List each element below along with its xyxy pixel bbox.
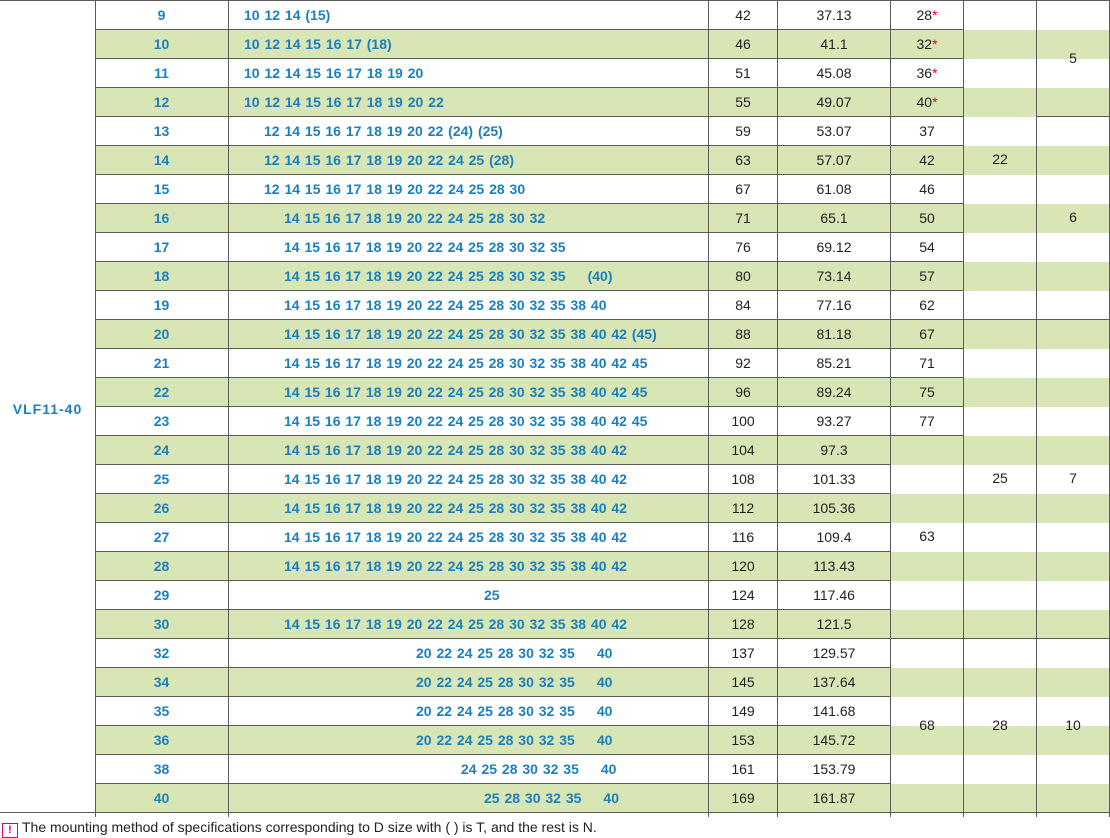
value-b-cell: 161.87 bbox=[812, 790, 856, 806]
value-a-cell: 42 bbox=[735, 7, 751, 23]
spec-text: 14 15 16 17 18 19 20 22 24 25 28 30 32 bbox=[284, 210, 546, 226]
size-cell: 27 bbox=[153, 529, 170, 545]
merged-col5-cell: 7 bbox=[1069, 470, 1077, 486]
table-border bbox=[0, 0, 95, 1]
size-cell: 25 bbox=[153, 471, 170, 487]
spec-text: ) bbox=[325, 7, 331, 23]
spec-cell bbox=[461, 755, 616, 784]
value-b-cell: 109.4 bbox=[816, 529, 852, 545]
value-b-cell: 129.57 bbox=[812, 645, 856, 661]
spec-text: (40) bbox=[587, 268, 613, 284]
group-divider bbox=[963, 812, 1036, 813]
value-b-cell: 137.64 bbox=[812, 674, 856, 690]
value-b-cell: 37.13 bbox=[816, 7, 852, 23]
value-a-cell: 63 bbox=[735, 152, 751, 168]
spec-cell bbox=[244, 59, 423, 88]
value-b-cell: 153.79 bbox=[812, 761, 856, 777]
model-label: VLF11-40 bbox=[12, 401, 83, 417]
spec-cell bbox=[284, 320, 657, 349]
value-c-text: 71 bbox=[919, 355, 935, 371]
value-a-cell: 149 bbox=[731, 703, 755, 719]
spec-text: 24 25 28 30 32 35 bbox=[461, 761, 579, 777]
value-b-cell: 93.27 bbox=[816, 413, 852, 429]
value-a-cell: 128 bbox=[731, 616, 755, 632]
size-cell: 10 bbox=[153, 36, 170, 52]
size-cell: 14 bbox=[153, 152, 170, 168]
size-cell: 21 bbox=[153, 355, 170, 371]
size-cell: 28 bbox=[153, 558, 170, 574]
spec-text: 20 22 24 25 28 30 32 35 bbox=[416, 703, 575, 719]
value-b-cell: 121.5 bbox=[816, 616, 852, 632]
value-a-cell: 153 bbox=[731, 732, 755, 748]
value-a-cell: 116 bbox=[731, 529, 755, 545]
value-c-cell bbox=[891, 320, 963, 349]
value-a-cell: 71 bbox=[735, 210, 751, 226]
column-divider bbox=[228, 0, 229, 817]
value-a-cell: 145 bbox=[731, 674, 755, 690]
value-a-cell: 112 bbox=[731, 500, 755, 516]
value-c-text: 46 bbox=[919, 181, 935, 197]
value-c-cell bbox=[891, 407, 963, 436]
merged-col5-cell: 10 bbox=[1065, 717, 1081, 733]
spec-text: 40 bbox=[596, 645, 613, 661]
spec-cell bbox=[284, 291, 607, 320]
size-cell: 15 bbox=[153, 181, 170, 197]
size-cell: 13 bbox=[153, 123, 170, 139]
merged-col3-cell: 68 bbox=[919, 717, 935, 733]
asterisk-mark: * bbox=[932, 65, 938, 81]
value-c-text: 57 bbox=[919, 268, 935, 284]
value-b-cell: 101.33 bbox=[812, 471, 856, 487]
spec-text: 14 15 16 17 18 19 20 22 24 25 28 30 32 35 38 40 42 bbox=[284, 529, 627, 545]
spec-text: 40 bbox=[603, 790, 619, 806]
spec-cell bbox=[284, 465, 627, 494]
value-a-cell: 96 bbox=[735, 384, 751, 400]
value-c-cell bbox=[891, 88, 963, 117]
size-cell: 23 bbox=[153, 413, 170, 429]
spec-text: 14 15 16 17 18 19 20 22 24 25 28 30 32 35 38 40 42 45 bbox=[284, 413, 648, 429]
value-c-text: 67 bbox=[919, 326, 935, 342]
value-b-cell: 69.12 bbox=[816, 239, 852, 255]
value-a-cell: 124 bbox=[731, 587, 755, 603]
size-cell: 34 bbox=[153, 674, 170, 690]
value-c-cell bbox=[891, 204, 963, 233]
spec-cell bbox=[264, 146, 514, 175]
value-a-cell: 46 bbox=[735, 36, 751, 52]
value-c-text: 42 bbox=[919, 152, 935, 168]
value-c-text: 50 bbox=[919, 210, 935, 226]
spec-cell bbox=[284, 610, 627, 639]
spec-text: 14 15 16 17 18 19 20 22 24 25 28 30 32 35 38 40 42 bbox=[284, 500, 627, 516]
group-divider bbox=[1036, 812, 1109, 813]
value-b-cell: 105.36 bbox=[812, 500, 856, 516]
table-border bbox=[0, 812, 95, 813]
spec-cell bbox=[284, 523, 627, 552]
value-c-text: 28 bbox=[916, 7, 933, 23]
value-a-cell: 169 bbox=[731, 790, 755, 806]
value-c-cell bbox=[891, 59, 963, 88]
value-b-cell: 85.21 bbox=[816, 355, 852, 371]
value-a-cell: 137 bbox=[731, 645, 755, 661]
value-c-cell bbox=[891, 146, 963, 175]
size-cell: 26 bbox=[153, 500, 170, 516]
spec-text: 14 15 16 17 18 19 20 22 24 25 28 30 32 35 38 40 42 bbox=[284, 471, 627, 487]
spec-cell bbox=[264, 117, 503, 146]
spec-text: 20 22 24 25 28 30 32 35 bbox=[416, 674, 575, 690]
value-c-text: 40 bbox=[916, 94, 933, 110]
spec-text: 12 14 15 16 17 18 19 20 22 (24) (25) bbox=[264, 123, 503, 139]
asterisk-mark: * bbox=[932, 36, 938, 52]
footnote bbox=[0, 818, 597, 837]
size-cell: 19 bbox=[153, 297, 170, 313]
spec-text: 14 15 16 17 18 19 20 22 24 25 28 30 32 35 bbox=[284, 239, 566, 255]
value-b-cell: 49.07 bbox=[816, 94, 852, 110]
spec-text: 20 22 24 25 28 30 32 35 bbox=[416, 645, 575, 661]
value-b-cell: 97.3 bbox=[820, 442, 848, 458]
spec-cell bbox=[284, 349, 647, 378]
exclamation-icon: ! bbox=[2, 823, 18, 838]
asterisk-mark: * bbox=[932, 7, 938, 23]
value-c-text: 32 bbox=[916, 36, 933, 52]
value-c-text: 54 bbox=[919, 239, 935, 255]
merged-col4-cell: 28 bbox=[992, 717, 1008, 733]
size-cell: 22 bbox=[153, 384, 170, 400]
value-a-cell: 108 bbox=[731, 471, 755, 487]
value-b-cell: 145.72 bbox=[812, 732, 856, 748]
merged-col4-cell: 22 bbox=[992, 151, 1008, 167]
value-a-cell: 88 bbox=[735, 326, 751, 342]
spec-text: 25 bbox=[484, 587, 500, 603]
value-b-cell: 77.16 bbox=[816, 297, 852, 313]
spec-text: 10 12 14 15 16 17 18 19 20 22 bbox=[244, 94, 444, 110]
asterisk-mark: * bbox=[932, 94, 938, 110]
spec-text: 10 12 14 15 16 17 18 19 20 bbox=[244, 65, 424, 81]
value-c-text: 36 bbox=[916, 65, 933, 81]
spec-cell bbox=[244, 30, 392, 59]
spec-cell bbox=[416, 668, 612, 697]
spec-cell bbox=[484, 581, 500, 610]
value-a-cell: 51 bbox=[735, 65, 751, 81]
value-a-cell: 76 bbox=[735, 239, 751, 255]
size-cell: 32 bbox=[153, 645, 170, 661]
spec-text: 40 bbox=[600, 761, 617, 777]
spec-cell bbox=[284, 407, 647, 436]
size-cell: 38 bbox=[153, 761, 170, 777]
value-c-cell bbox=[891, 1, 963, 30]
spec-text: 14 15 16 17 18 19 20 22 24 25 28 30 32 35 bbox=[284, 268, 566, 284]
spec-text: 10 12 14 15 16 17 (18) bbox=[244, 36, 392, 52]
spec-text: 14 15 16 17 18 19 20 22 24 25 28 30 32 35 38 40 42 bbox=[284, 558, 627, 574]
value-b-cell: 73.14 bbox=[816, 268, 852, 284]
spec-cell bbox=[244, 1, 330, 30]
spec-cell bbox=[284, 204, 545, 233]
spec-cell bbox=[284, 494, 627, 523]
value-a-cell: 92 bbox=[735, 355, 751, 371]
size-cell: 24 bbox=[153, 442, 170, 458]
spec-text: 12 14 15 16 17 18 19 20 22 24 25 28 30 bbox=[264, 181, 526, 197]
footnote-text: The mounting method of specifications corresponding to D size with ( ) is T, and the rest is N. bbox=[22, 819, 597, 835]
size-cell: 18 bbox=[153, 268, 170, 284]
value-c-cell bbox=[891, 378, 963, 407]
spec-cell bbox=[284, 262, 612, 291]
value-c-text: 77 bbox=[919, 413, 935, 429]
value-c-cell bbox=[891, 117, 963, 146]
value-b-cell: 61.08 bbox=[816, 181, 852, 197]
value-a-cell: 80 bbox=[735, 268, 751, 284]
spec-text: 25 28 30 32 35 bbox=[484, 790, 582, 806]
value-a-cell: 104 bbox=[731, 442, 755, 458]
value-c-text: 75 bbox=[919, 384, 935, 400]
value-a-cell: 120 bbox=[731, 558, 755, 574]
spec-text: 14 15 16 17 18 19 20 22 24 25 28 30 32 35 38 40 42 45 bbox=[284, 384, 648, 400]
merged-col5-cell: 5 bbox=[1069, 50, 1077, 66]
value-c-cell bbox=[891, 175, 963, 204]
value-b-cell: 53.07 bbox=[816, 123, 852, 139]
value-b-cell: 57.07 bbox=[816, 152, 852, 168]
size-cell: 36 bbox=[153, 732, 170, 748]
spec-text: 15 bbox=[310, 7, 326, 23]
size-cell: 11 bbox=[154, 65, 169, 81]
value-c-cell bbox=[891, 233, 963, 262]
spec-text: 40 bbox=[596, 732, 613, 748]
value-a-cell: 59 bbox=[735, 123, 751, 139]
size-cell: 30 bbox=[153, 616, 170, 632]
value-b-cell: 45.08 bbox=[816, 65, 852, 81]
merged-col3-cell: 63 bbox=[919, 528, 935, 544]
spec-cell bbox=[284, 436, 627, 465]
merged-col4-cell: 25 bbox=[992, 470, 1008, 486]
value-b-cell: 65.1 bbox=[820, 210, 848, 226]
value-b-cell: 113.43 bbox=[813, 558, 855, 574]
spec-cell bbox=[416, 639, 612, 668]
size-cell: 17 bbox=[153, 239, 170, 255]
value-a-cell: 55 bbox=[735, 94, 751, 110]
value-c-cell bbox=[891, 30, 963, 59]
spec-text: ( bbox=[305, 7, 311, 23]
spec-text: 40 bbox=[596, 703, 613, 719]
value-b-cell: 141.68 bbox=[812, 703, 856, 719]
spec-cell bbox=[416, 726, 612, 755]
value-a-cell: 161 bbox=[731, 761, 755, 777]
size-cell: 40 bbox=[153, 790, 170, 806]
size-cell: 20 bbox=[153, 326, 170, 342]
size-cell: 12 bbox=[153, 94, 170, 110]
spec-cell bbox=[284, 233, 566, 262]
size-cell: 16 bbox=[153, 210, 170, 226]
spec-cell bbox=[484, 784, 619, 813]
spec-cell bbox=[284, 552, 627, 581]
spec-cell bbox=[244, 88, 444, 117]
spec-text: 40 bbox=[596, 674, 613, 690]
merged-col5-cell: 6 bbox=[1069, 209, 1077, 225]
value-b-cell: 117.46 bbox=[813, 587, 855, 603]
spec-cell bbox=[264, 175, 525, 204]
spec-cell bbox=[416, 697, 612, 726]
value-c-cell bbox=[891, 262, 963, 291]
size-cell: 35 bbox=[153, 703, 170, 719]
spec-text: 20 22 24 25 28 30 32 35 bbox=[416, 732, 575, 748]
spec-cell bbox=[284, 378, 647, 407]
spec-text: 14 15 16 17 18 19 20 22 24 25 28 30 32 35 38 40 42 45 bbox=[284, 355, 648, 371]
value-a-cell: 67 bbox=[735, 181, 751, 197]
value-b-cell: 41.1 bbox=[820, 36, 848, 52]
spec-text: 14 15 16 17 18 19 20 22 24 25 28 30 32 35 38 40 bbox=[284, 297, 607, 313]
spec-text: 12 14 15 16 17 18 19 20 22 24 25 (28) bbox=[264, 152, 514, 168]
spec-text: 14 15 16 17 18 19 20 22 24 25 28 30 32 35 38 40 42 (45) bbox=[284, 326, 657, 342]
value-c-text: 62 bbox=[919, 297, 935, 313]
size-cell: 29 bbox=[153, 587, 170, 603]
value-c-cell bbox=[891, 291, 963, 320]
value-b-cell: 81.18 bbox=[816, 326, 852, 342]
size-cell: 9 bbox=[157, 7, 166, 23]
value-a-cell: 84 bbox=[735, 297, 751, 313]
row-divider bbox=[890, 812, 963, 813]
value-b-cell: 89.24 bbox=[816, 384, 852, 400]
value-c-cell bbox=[891, 349, 963, 378]
spec-text: 14 15 16 17 18 19 20 22 24 25 28 30 32 35 38 40 42 bbox=[284, 442, 627, 458]
spec-text: 14 15 16 17 18 19 20 22 24 25 28 30 32 35 38 40 42 bbox=[284, 616, 627, 632]
spec-text: 10 12 14 bbox=[244, 7, 306, 23]
value-c-text: 37 bbox=[919, 123, 935, 139]
value-a-cell: 100 bbox=[731, 413, 755, 429]
